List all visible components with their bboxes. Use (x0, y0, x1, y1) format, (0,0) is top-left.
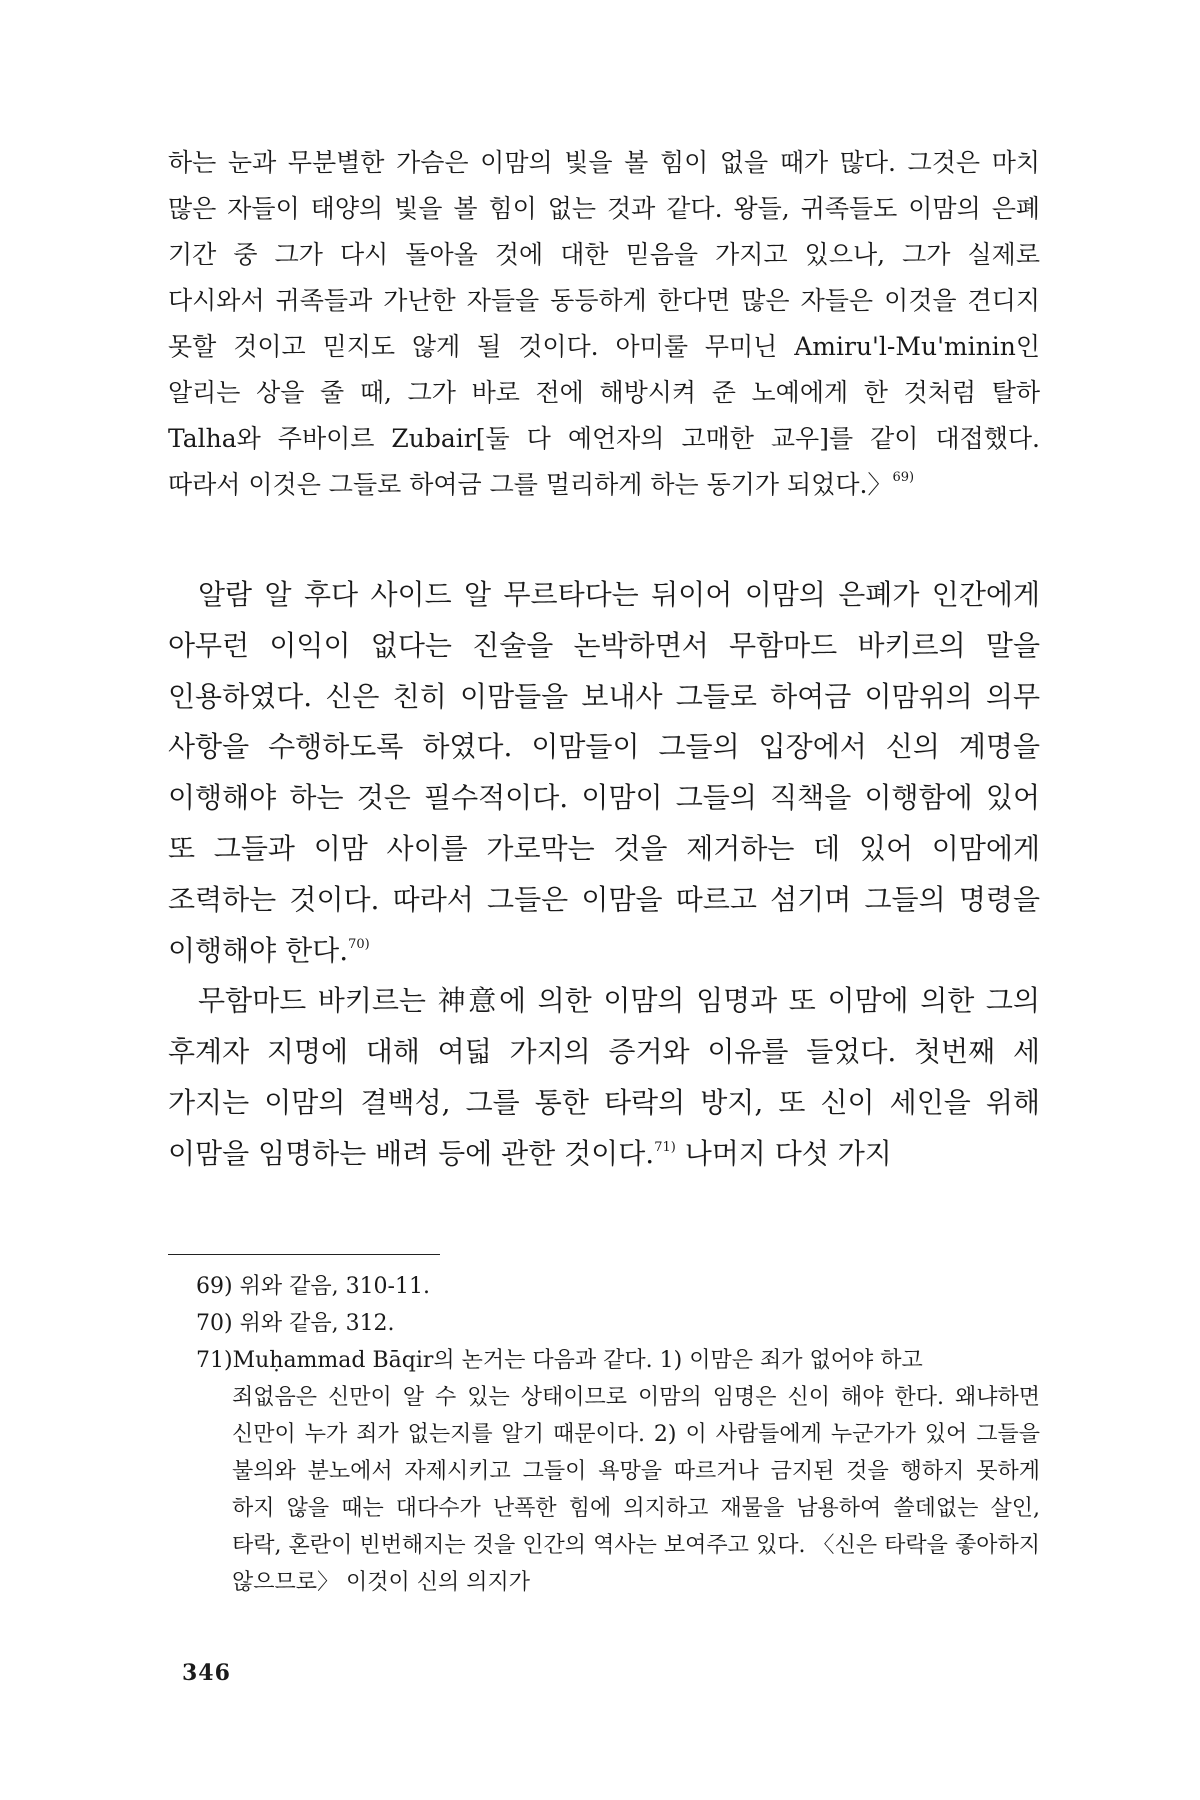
footnotes-section (196, 1268, 1040, 1601)
paragraph-baqir-proofs (168, 976, 1040, 1179)
footnote-divider (168, 1254, 440, 1255)
footnote-71-first-line (196, 1342, 1040, 1379)
footnote-71-number: 71) (196, 1348, 233, 1373)
quoted-passage (168, 140, 1040, 508)
quoted-passage-text: 하는 눈과 무분별한 가슴은 이맘의 빛을 볼 힘이 없을 때가 많다. 그것은 마치 많은 자들이 태양의 빛을 볼 힘이 없는 것과 같다. 왕들, 귀족들도 이맘의 은폐 기간 중 그가 다시 돌아올 것에 대한 믿음을 가지고 있으나, 그가 실제로 다시와서 귀족들과 가난한 자들을 동등하게 한다면 많은 자들은 이것을 견디지 못할 것이고 믿지도 않게 될 것이다. 아미룰 무미닌 Amiru'l-Mu'minin인 알리는 상을 줄 때, 그가 바로 전에 해방시켜 준 노예에게 한 것처럼 탈하 Talha와 주바이르 Zubair[둘 다 예언자의 고매한 교우]를 같이 대접했다. 따라서 이것은 그들로 하여금 그를 멀리하게 하는 동기가 되었다.〉 (168, 148, 1040, 499)
page-number: 346 (182, 1660, 231, 1686)
footnote-70 (196, 1305, 1040, 1342)
footnote-71 (196, 1342, 1040, 1601)
footnote-71-continuation: 죄없음은 신만이 알 수 있는 상태이므로 이맘의 임명은 신이 해야 한다. 왜냐하면 신만이 누가 죄가 없는지를 알기 때문이다. 2) 이 사람들에게 누군가가 있어 그들을 불의와 분노에서 자제시키고 그들이 욕망을 따르거나 금지된 것을 행하지 못하게 하지 않을 때는 대다수가 난폭한 힘에 의지하고 재물을 남용하여 쓸데없는 살인, 타락, 혼란이 빈번해지는 것을 인간의 역사는 보여주고 있다. 〈신은 타락을 좋아하지 않으므로〉 이것이 신의 의지가 (232, 1385, 1040, 1595)
footnote-69-text: 위와 같음, 310-11. (239, 1274, 430, 1299)
paragraph-murtada-text: 알람 알 후다 사이드 알 무르타다는 뒤이어 이맘의 은폐가 인간에게 아무런 이익이 없다는 진술을 논박하면서 무함마드 바키르의 말을 인용하였다. 신은 친히 이맘들을 보내사 그들로 하여금 이맘위의 의무 사항을 수행하도록 하였다. 이맘들이 그들의 입장에서 신의 계명을 이행해야 하는 것은 필수적이다. 이맘이 그들의 직책을 이행함에 있어 또 그들과 이맘 사이를 가로막는 것을 제거하는 데 있어 이맘에게 조력하는 것이다. 따라서 그들은 이맘을 따르고 섬기며 그들의 명령을 이행해야 한다. (168, 578, 1040, 967)
paragraph-baqir-text: 무함마드 바키르는 神意에 의한 이맘의 임명과 또 이맘에 의한 그의 후계자 지명에 대해 여덟 가지의 증거와 이유를 들었다. 첫번째 세 가지는 이맘의 결백성, 그를 통한 타락의 방지, 또 신이 세인을 위해 이맘을 임명하는 배려 등에 관한 것이다. (168, 984, 1040, 1170)
footnote-ref-71: 71) (654, 1139, 676, 1155)
footnote-ref-69: 69) (892, 470, 915, 485)
paragraph-murtada (168, 570, 1040, 976)
footnote-71-first-text: Muḥammad Bāqir의 논거는 다음과 같다. 1) 이맘은 죄가 없어야 하고 (232, 1348, 923, 1373)
footnote-70-text: 위와 같음, 312. (239, 1311, 395, 1336)
footnote-ref-70: 70) (348, 936, 370, 952)
footnote-69-number: 69) (196, 1274, 240, 1299)
footnote-69 (196, 1268, 1040, 1305)
paragraph-baqir-tail: 나머지 다섯 가지 (675, 1136, 892, 1170)
page-body (168, 140, 1040, 1180)
section-gap (168, 508, 1040, 570)
footnote-70-number: 70) (196, 1311, 240, 1336)
